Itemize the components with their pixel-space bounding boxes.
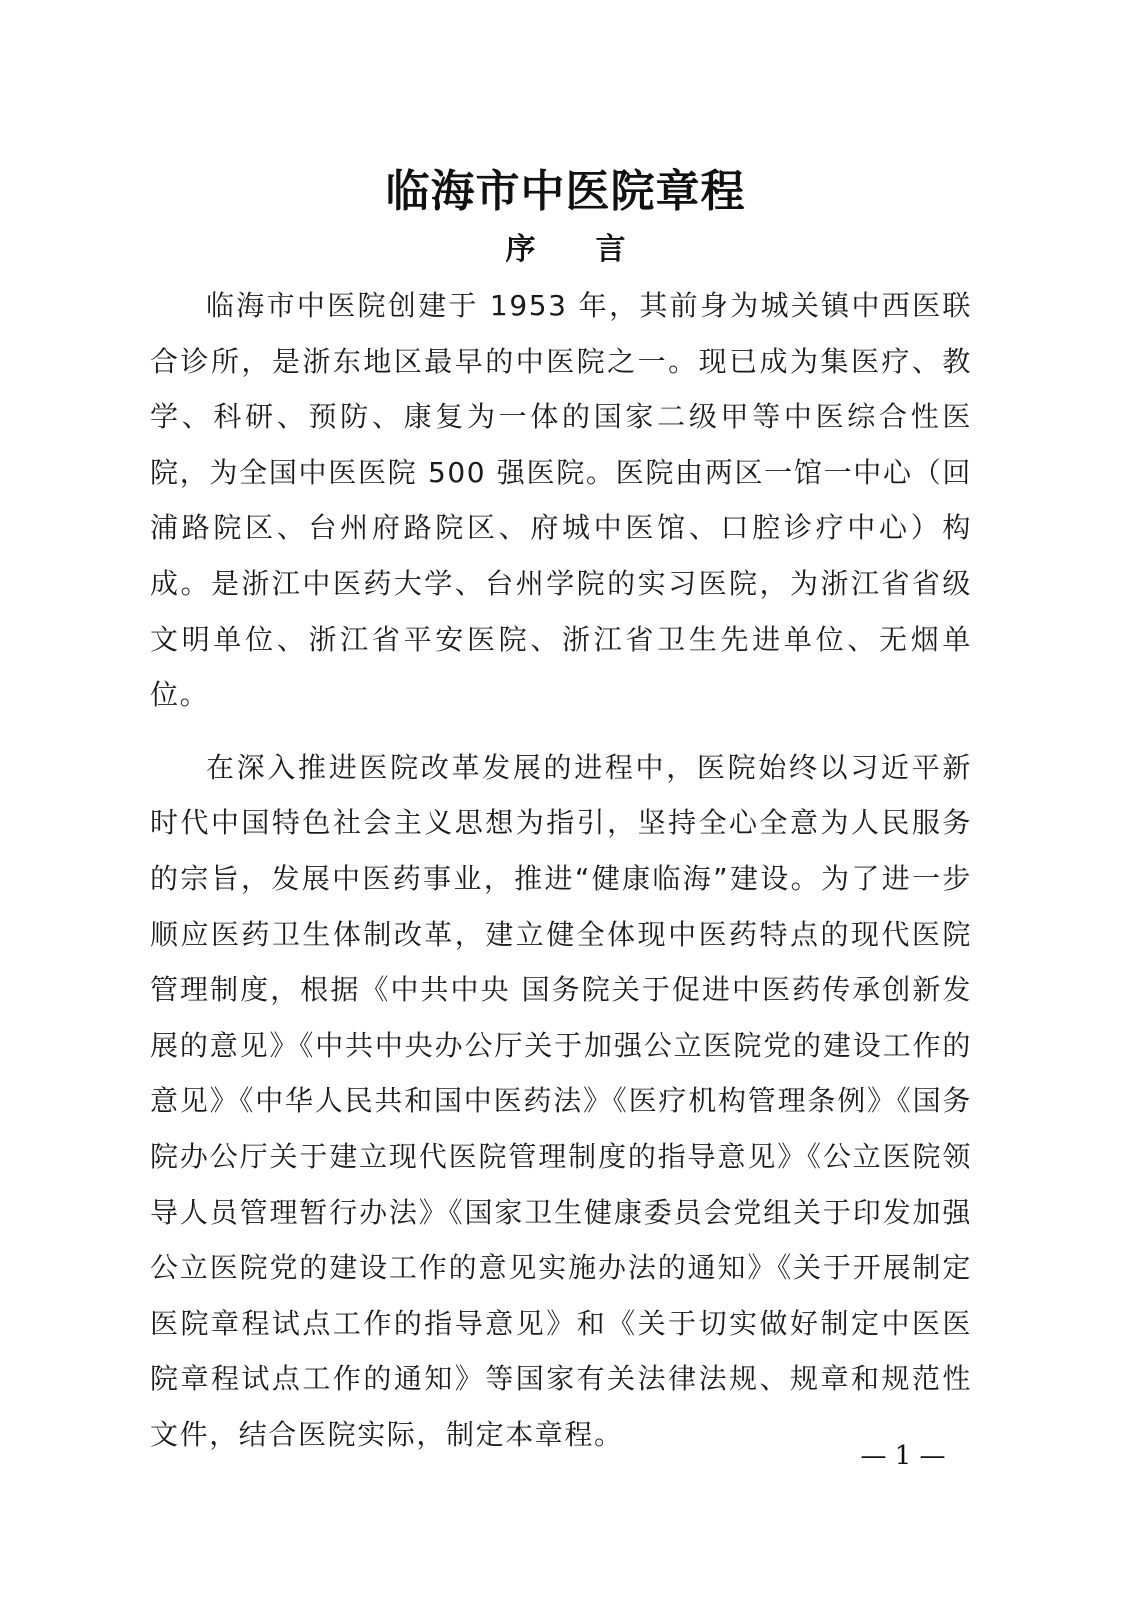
paragraph-hospital-introduction: 临海市中医院创建于 1953 年，其前身为城关镇中西医联合诊所，是浙东地区最早的中医院之一。现已成为集医疗、教学、科研、预防、康复为一体的国家二级甲等中医综合性医院，为全国中医医院 500 强医院。医院由两区一馆一中心（回浦路院区、台州府路院区、府城中医馆、口腔诊疗中心）构成。是浙江中医药大学、台州学院的实习医院，为浙江省省级文明单位、浙江省平安医院、浙江省卫生先进单位、无烟单位。	[150, 289, 972, 712]
document-title: 临海市中医院章程	[385, 166, 746, 217]
paragraph-charter-basis: 在深入推进医院改革发展的进程中，医院始终以习近平新时代中国特色社会主义思想为指引，坚持全心全意为人民服务的宗旨，发展中医药事业，推进“健康临海”建设。为了进一步顺应医药卫生体制改革，建立健全体现中医药特点的现代医院管理制度，根据《中共中央 国务院关于促进中医药传承创新发展的意见》《中共中央办公厅关于加强公立医院党的建设工作的意见》《中华人民共和国中医药法》《医疗机构管理条例》《国务院办公厅关于建立现代医院管理制度的指导意见》《公立医院领导人员管理暂行办法》《国家卫生健康委员会党组关于印发加强公立医院党的建设工作的意见实施办法的通知》《关于开展制定医院章程试点工作的指导意见》和《关于切实做好制定中医医院章程试点工作的通知》等国家有关法律法规、规章和规范性文件，结合医院实际，制定本章程。	[150, 750, 972, 1451]
body-text	[150, 278, 972, 1479]
section-heading-preface: 序言	[505, 232, 686, 267]
page-number: — 1 —	[860, 1441, 946, 1471]
